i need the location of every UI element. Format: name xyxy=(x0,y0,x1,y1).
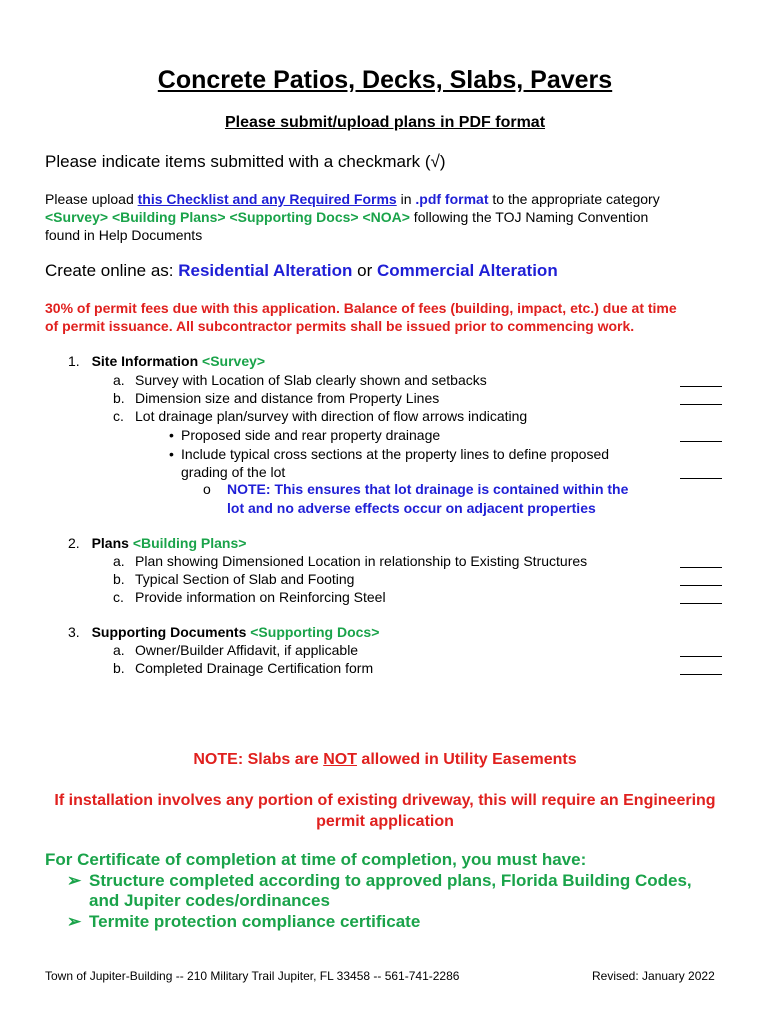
drainage-note xyxy=(203,480,628,498)
item-text: Owner/Builder Affidavit, if applicable xyxy=(135,642,359,658)
list-item xyxy=(113,407,527,425)
upload-text: in xyxy=(396,191,416,207)
utility-easement-note xyxy=(0,751,770,769)
certificate-item-text-continued: and Jupiter codes/ordinances xyxy=(89,891,330,910)
certificate-item-text: Structure completed according to approved plans, Florida Building Codes, xyxy=(89,870,692,890)
checkbox-line-2c[interactable] xyxy=(680,603,722,604)
section-title: Supporting Documents xyxy=(91,624,247,640)
note-emphasis: NOT xyxy=(323,751,357,768)
page-title: Concrete Patios, Decks, Slabs, Pavers xyxy=(157,66,613,94)
fees-line: 30% of permit fees due with this application. Balance of fees (building, impact, etc.) due at time xyxy=(45,300,677,316)
arrow-bullet-icon: ➢ xyxy=(67,870,82,890)
footer-address: Town of Jupiter-Building -- 210 Military Trail Jupiter, FL 33458 -- 561-741-2286 xyxy=(45,969,460,983)
item-marker: a. xyxy=(113,372,125,388)
item-marker: c. xyxy=(113,408,124,424)
list-item xyxy=(113,659,373,677)
item-marker: b. xyxy=(113,660,125,676)
tag-supporting-docs: <Supporting Docs> xyxy=(229,209,359,225)
bullet-icon: • xyxy=(169,446,174,462)
list-item xyxy=(113,389,439,407)
certificate-item xyxy=(45,912,692,933)
section-1-heading xyxy=(68,352,265,370)
list-item xyxy=(113,570,354,588)
section-2-heading xyxy=(68,534,246,552)
list-item xyxy=(113,371,487,389)
tag-survey: <Survey> xyxy=(45,209,109,225)
footer-revised: Revised: January 2022 xyxy=(592,969,715,983)
item-text: Lot drainage plan/survey with direction of flow arrows indicating xyxy=(135,408,528,424)
create-online-line xyxy=(45,261,558,281)
section-number: 3. xyxy=(68,624,80,640)
section-number: 2. xyxy=(68,535,80,551)
item-text: Completed Drainage Certification form xyxy=(135,660,374,676)
upload-text: to the appropriate category xyxy=(488,191,660,207)
section-title: Plans xyxy=(91,535,129,551)
checkmark-instruction: Please indicate items submitted with a checkmark (√) xyxy=(45,152,446,171)
create-or: or xyxy=(352,261,377,280)
note-text: NOTE: Slabs are xyxy=(193,751,324,768)
checkbox-line-1a[interactable] xyxy=(680,386,722,387)
bullet-icon: • xyxy=(169,427,174,443)
list-item xyxy=(169,426,440,444)
checkbox-line-1c2[interactable] xyxy=(680,478,722,479)
checkbox-line-1b[interactable] xyxy=(680,404,722,405)
arrow-bullet-icon: ➢ xyxy=(67,911,82,931)
section-number: 1. xyxy=(68,353,80,369)
list-item xyxy=(113,588,386,606)
note-text-continued: lot and no adverse effects occur on adjacent properties xyxy=(227,500,596,516)
list-item xyxy=(113,641,358,659)
item-marker: b. xyxy=(113,571,125,587)
certificate-heading: For Certificate of completion at time of completion, you must have: xyxy=(45,850,587,869)
item-marker: c. xyxy=(113,589,124,605)
item-text: Plan showing Dimensioned Location in relationship to Existing Structures xyxy=(135,553,588,569)
upload-text: Please upload xyxy=(45,191,138,207)
certificate-item xyxy=(45,871,692,892)
item-text: Typical Section of Slab and Footing xyxy=(135,571,355,587)
upload-text: found in Help Documents xyxy=(45,227,203,243)
certificate-section xyxy=(45,850,692,932)
driveway-note: If installation involves any portion of existing driveway, this will require an Engineering permit application xyxy=(54,792,716,830)
fees-line: of permit issuance. All subcontractor permits shall be issued prior to commencing work. xyxy=(45,318,635,334)
create-prefix: Create online as: xyxy=(45,261,179,280)
section-tag: <Building Plans> xyxy=(132,535,247,551)
checkbox-line-2a[interactable] xyxy=(680,567,722,568)
list-item xyxy=(169,445,609,463)
fees-notice xyxy=(45,299,735,335)
residential-alteration-link[interactable]: Residential Alteration xyxy=(178,261,353,280)
checkbox-line-3b[interactable] xyxy=(680,674,722,675)
tag-building-plans: <Building Plans> xyxy=(111,209,226,225)
checkbox-line-2b[interactable] xyxy=(680,585,722,586)
upload-instructions xyxy=(45,190,727,244)
item-text-continued: grading of the lot xyxy=(181,464,286,480)
sub-bullet-icon: o xyxy=(203,481,211,497)
section-3-heading xyxy=(68,623,379,641)
upload-text: following the TOJ Naming Convention xyxy=(409,209,649,225)
section-tag: <Supporting Docs> xyxy=(250,624,380,640)
item-marker: b. xyxy=(113,390,125,406)
note-text: NOTE: This ensures that lot drainage is contained within the xyxy=(227,481,629,497)
item-text: Include typical cross sections at the property lines to define proposed xyxy=(181,446,610,462)
item-text: Proposed side and rear property drainage xyxy=(181,427,441,443)
certificate-item-text: Termite protection compliance certificate xyxy=(89,911,421,931)
checklist-forms-link[interactable]: this Checklist and any Required Forms xyxy=(137,191,397,207)
item-text: Survey with Location of Slab clearly shown and setbacks xyxy=(135,372,487,388)
pdf-format-text: .pdf format xyxy=(415,191,489,207)
item-text: Dimension size and distance from Property Lines xyxy=(135,390,440,406)
item-marker: a. xyxy=(113,642,125,658)
page-subtitle: Please submit/upload plans in PDF format xyxy=(224,114,546,131)
item-marker: a. xyxy=(113,553,125,569)
list-item xyxy=(113,552,587,570)
tag-noa: <NOA> xyxy=(362,209,410,225)
checkbox-line-1c1[interactable] xyxy=(680,441,722,442)
commercial-alteration-link[interactable]: Commercial Alteration xyxy=(376,261,558,280)
note-text: allowed in Utility Easements xyxy=(356,751,577,768)
section-tag: <Survey> xyxy=(202,353,266,369)
item-text: Provide information on Reinforcing Steel xyxy=(135,589,386,605)
checkbox-line-3a[interactable] xyxy=(680,656,722,657)
section-title: Site Information xyxy=(91,353,199,369)
